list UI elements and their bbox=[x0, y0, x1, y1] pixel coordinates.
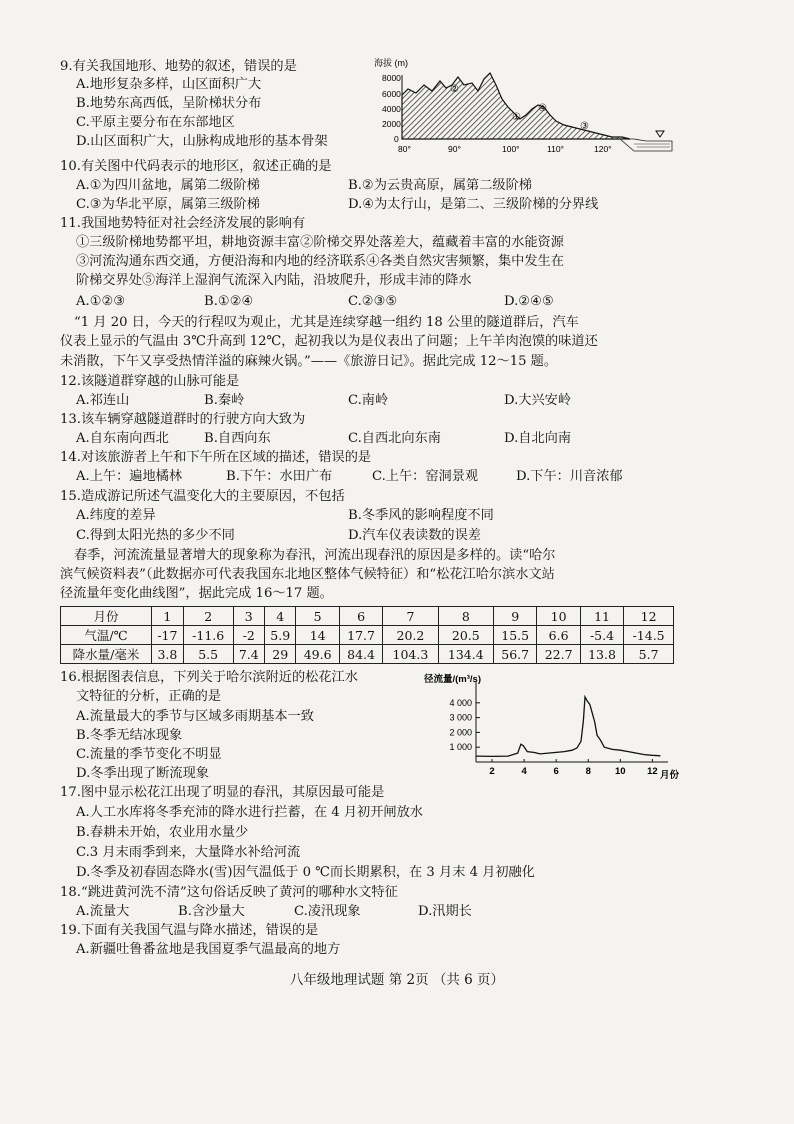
topo-ylabel: 海拔 (m) bbox=[374, 58, 408, 68]
q14-option-a: A.上午：遍地橘林 bbox=[76, 469, 183, 484]
q10-option-b: B.②为云贵高原，属第二级阶梯 bbox=[348, 178, 532, 193]
table-cell: 6 bbox=[339, 607, 382, 626]
table-cell: 56.7 bbox=[494, 645, 537, 664]
terrain-profile-chart bbox=[372, 55, 682, 160]
table-cell: 14 bbox=[296, 626, 339, 645]
table-cell: 降水量/毫米 bbox=[61, 645, 152, 664]
q10-stem: 10.有关图中代码表示的地形区，叙述正确的是 bbox=[60, 159, 332, 174]
table-cell: 月份 bbox=[61, 607, 152, 626]
table-cell: -2 bbox=[233, 626, 264, 645]
topo-xtick: 110° bbox=[547, 144, 564, 154]
q12-option-c: C.南岭 bbox=[348, 393, 389, 408]
q9-option-d: D.山区面积广大，山脉构成地形的基本骨架 bbox=[76, 134, 328, 149]
q11-option-d: D.②④⑤ bbox=[504, 294, 554, 309]
q19-stem: 19.下面有关我国气温与降水描述，错误的是 bbox=[60, 923, 319, 938]
marker-1: ① bbox=[512, 112, 521, 123]
table-cell: 134.4 bbox=[438, 645, 493, 664]
runoff-xtick-label: 8 bbox=[585, 766, 591, 777]
q15-option-a: A.纬度的差异 bbox=[76, 508, 156, 523]
topo-ytick: 6000 bbox=[382, 89, 401, 99]
climate-table bbox=[60, 606, 674, 664]
q14-stem: 14.对该旅游者上午和下午所在区域的描述，错误的是 bbox=[60, 450, 372, 465]
topo-ytick: 0 bbox=[394, 134, 399, 144]
table-cell: 17.7 bbox=[339, 626, 382, 645]
q13-option-c: C.自西北向东南 bbox=[348, 431, 441, 446]
table-cell: 20.2 bbox=[383, 626, 438, 645]
topo-ytick: 8000 bbox=[382, 73, 401, 83]
table-cell: 11 bbox=[580, 607, 623, 626]
q16-stem: 16.根据图表信息，下列关于哈尔滨附近的松花江水 bbox=[60, 670, 358, 685]
table-cell: -14.5 bbox=[624, 626, 674, 645]
table-cell: 22.7 bbox=[537, 645, 580, 664]
runoff-ytick-label: 2 000 bbox=[449, 727, 472, 738]
table-cell: 4 bbox=[265, 607, 296, 626]
table-cell: 20.5 bbox=[438, 626, 493, 645]
topo-xtick: 100° bbox=[502, 144, 520, 154]
q12-stem: 12.该隧道群穿越的山脉可能是 bbox=[60, 374, 240, 389]
q11-line: 阶梯交界处⑤海洋上湿润气流深入内陆，沿坡爬升，形成丰沛的降水 bbox=[76, 273, 472, 288]
q11-line: ③河流沟通东西交通，方便沿海和内地的经济联系④各类自然灾害频繁，集中发生在 bbox=[76, 254, 564, 269]
table-cell: 13.8 bbox=[580, 645, 623, 664]
q15-option-d: D.汽车仪表读数的误差 bbox=[348, 528, 481, 543]
q10-option-a: A.①为四川盆地，属第二级阶梯 bbox=[76, 178, 260, 193]
table-row bbox=[61, 626, 674, 645]
page-footer: 八年级地理试题 第 2页 （共 6 页） bbox=[289, 972, 505, 988]
table-cell: 7.4 bbox=[233, 645, 264, 664]
q17-option-d: D.冬季及初春固态降水(雪)因气温低于 0 ℃而长期累积，在 3 月末 4 月初融化 bbox=[76, 865, 535, 880]
table-cell: 5.9 bbox=[265, 626, 296, 645]
table-cell: 气温/℃ bbox=[61, 626, 152, 645]
q12-option-b: B.秦岭 bbox=[204, 393, 245, 408]
table-cell: -17 bbox=[152, 626, 184, 645]
table-cell: 8 bbox=[438, 607, 493, 626]
q11-stem: 11.我国地势特征对社会经济发展的影响有 bbox=[60, 216, 306, 231]
q13-option-d: D.自北向南 bbox=[504, 431, 572, 446]
q12-option-a: A.祁连山 bbox=[76, 393, 130, 408]
table-row bbox=[61, 645, 674, 664]
table-cell: 84.4 bbox=[339, 645, 382, 664]
q9-stem: 9.有关我国地形、地势的叙述，错误的是 bbox=[60, 59, 297, 74]
table-cell: 2 bbox=[183, 607, 233, 626]
q19-option-a: A.新疆吐鲁番盆地是我国夏季气温最高的地方 bbox=[76, 942, 341, 957]
q18-option-b: B.含沙量大 bbox=[178, 904, 245, 919]
q16-option-c: C.流量的季节变化不明显 bbox=[76, 747, 222, 762]
marker-4: ④ bbox=[538, 103, 547, 114]
q11-option-a: A.①②③ bbox=[76, 294, 126, 309]
q14-option-b: B.下午：水田广布 bbox=[226, 469, 333, 484]
q15-option-b: B.冬季风的影响程度不同 bbox=[348, 508, 494, 523]
runoff-ytick-label: 4 000 bbox=[449, 697, 472, 708]
runoff-xlabel: 月份 bbox=[660, 770, 680, 781]
q18-option-c: C.凌汛现象 bbox=[294, 904, 361, 919]
q17-option-c: C.3 月末雨季到来，大量降水补给河流 bbox=[76, 845, 301, 860]
q10-option-c: C.③为华北平原，属第三级阶梯 bbox=[76, 197, 260, 212]
runoff-xtick-label: 6 bbox=[553, 766, 559, 777]
runoff-ytick-label: 3 000 bbox=[449, 712, 472, 723]
sea-level-icon bbox=[656, 131, 664, 137]
q11-line: ①三级阶梯地势都平坦，耕地资源丰富②阶梯交界处落差大，蕴藏着丰富的水能资源 bbox=[76, 235, 564, 250]
passage2-line: 春季，河流流量显著增大的现象称为春汛，河流出现春汛的原因是多样的。读“哈尔 bbox=[74, 548, 556, 563]
q18-option-a: A.流量大 bbox=[76, 904, 130, 919]
runoff-xtick-label: 12 bbox=[647, 766, 658, 777]
table-cell: 6.6 bbox=[537, 626, 580, 645]
table-cell: -11.6 bbox=[183, 626, 233, 645]
q9-option-c: C.平原主要分布在东部地区 bbox=[76, 115, 235, 130]
q13-option-b: B.自西向东 bbox=[204, 431, 271, 446]
q18-stem: 18.“跳进黄河洗不清”这句俗话反映了黄河的哪种水文特征 bbox=[60, 885, 398, 900]
table-cell: 7 bbox=[383, 607, 438, 626]
q13-option-a: A.自东南向西北 bbox=[76, 431, 169, 446]
sea-area bbox=[620, 139, 672, 151]
q15-option-c: C.得到太阳光热的多少不同 bbox=[76, 528, 235, 543]
table-cell: 12 bbox=[624, 607, 674, 626]
topo-xtick: 90° bbox=[448, 144, 461, 154]
runoff-xtick-label: 2 bbox=[489, 766, 495, 777]
runoff-xtick-label: 10 bbox=[615, 766, 626, 777]
q11-option-c: C.②③⑤ bbox=[348, 294, 398, 309]
marker-3: ③ bbox=[580, 121, 589, 132]
q12-option-d: D.大兴安岭 bbox=[504, 393, 572, 408]
table-cell: 10 bbox=[537, 607, 580, 626]
passage2-line: 径流量年变化曲线图”，据此完成 16～17 题。 bbox=[60, 586, 333, 601]
table-cell: 5.5 bbox=[183, 645, 233, 664]
passage2-line: 滨气候资料表”（此数据亦可代表我国东北地区整体气候特征）和“松花江哈尔滨水文站 bbox=[60, 567, 555, 582]
runoff-series-line bbox=[476, 697, 660, 757]
q16-option-b: B.冬季无结冰现象 bbox=[76, 728, 183, 743]
table-cell: 3 bbox=[233, 607, 264, 626]
table-cell: 5.7 bbox=[624, 645, 674, 664]
q15-stem: 15.造成游记所述气温变化大的主要原因，不包括 bbox=[60, 489, 345, 504]
table-cell: 1 bbox=[152, 607, 184, 626]
q14-option-c: C.上午：窑洞景观 bbox=[372, 469, 479, 484]
table-cell: -5.4 bbox=[580, 626, 623, 645]
q13-stem: 13.该车辆穿越隧道群时的行驶方向大致为 bbox=[60, 412, 306, 427]
table-cell: 104.3 bbox=[383, 645, 438, 664]
q16-stem: 文特征的分析，正确的是 bbox=[76, 689, 222, 704]
q9-option-b: B.地势东高西低，呈阶梯状分布 bbox=[76, 96, 262, 111]
q14-option-d: D.下午：川音浓郁 bbox=[516, 469, 623, 484]
q17-option-b: B.春耕未开始，农业用水量少 bbox=[76, 825, 249, 840]
q16-option-d: D.冬季出现了断流现象 bbox=[76, 766, 209, 781]
topo-xtick: 120° bbox=[594, 144, 612, 154]
q10-option-d: D.④为太行山，是第二、三级阶梯的分界线 bbox=[348, 197, 599, 212]
q18-option-d: D.汛期长 bbox=[418, 904, 472, 919]
passage1-line: 未消散，下午又享受热情洋溢的麻辣火锅。”——《旅游日记》。据此完成 12～15 题。 bbox=[60, 354, 558, 369]
table-cell: 29 bbox=[265, 645, 296, 664]
table-cell: 5 bbox=[296, 607, 339, 626]
topo-ytick: 2000 bbox=[382, 119, 401, 129]
table-cell: 9 bbox=[494, 607, 537, 626]
table-header-row bbox=[61, 607, 674, 626]
runoff-ytick-label: 1 000 bbox=[449, 742, 472, 753]
terrain-profile bbox=[402, 73, 630, 139]
q17-option-a: A.人工水库将冬季充沛的降水进行拦蓄，在 4 月初开闸放水 bbox=[76, 805, 423, 820]
q16-option-a: A.流量最大的季节与区域多雨期基本一致 bbox=[76, 709, 314, 724]
topo-xtick: 80° bbox=[398, 144, 411, 154]
q11-option-b: B.①②④ bbox=[204, 294, 254, 309]
topo-ytick: 4000 bbox=[382, 104, 401, 114]
marker-2: ② bbox=[450, 84, 459, 95]
table-cell: 15.5 bbox=[494, 626, 537, 645]
passage1-line: “1 月 20 日，今天的行程叹为观止，尤其是连续穿越一组约 18 公里的隧道群后，汽车 bbox=[74, 315, 579, 330]
runoff-line-chart bbox=[424, 670, 684, 785]
runoff-xtick-label: 4 bbox=[521, 766, 527, 777]
table-cell: 3.8 bbox=[152, 645, 184, 664]
q9-option-a: A.地形复杂多样，山区面积广大 bbox=[76, 77, 262, 92]
table-cell: 49.6 bbox=[296, 645, 339, 664]
runoff-ylabel: 径流量/(m³/s) bbox=[424, 674, 482, 685]
passage1-line: 仪表上显示的气温由 3℃升高到 12℃，起初我以为是仪表出了问题；上午羊肉泡馍的味道还 bbox=[60, 334, 598, 349]
q17-stem: 17.图中显示松花江出现了明显的春汛，其原因最可能是 bbox=[60, 785, 385, 800]
